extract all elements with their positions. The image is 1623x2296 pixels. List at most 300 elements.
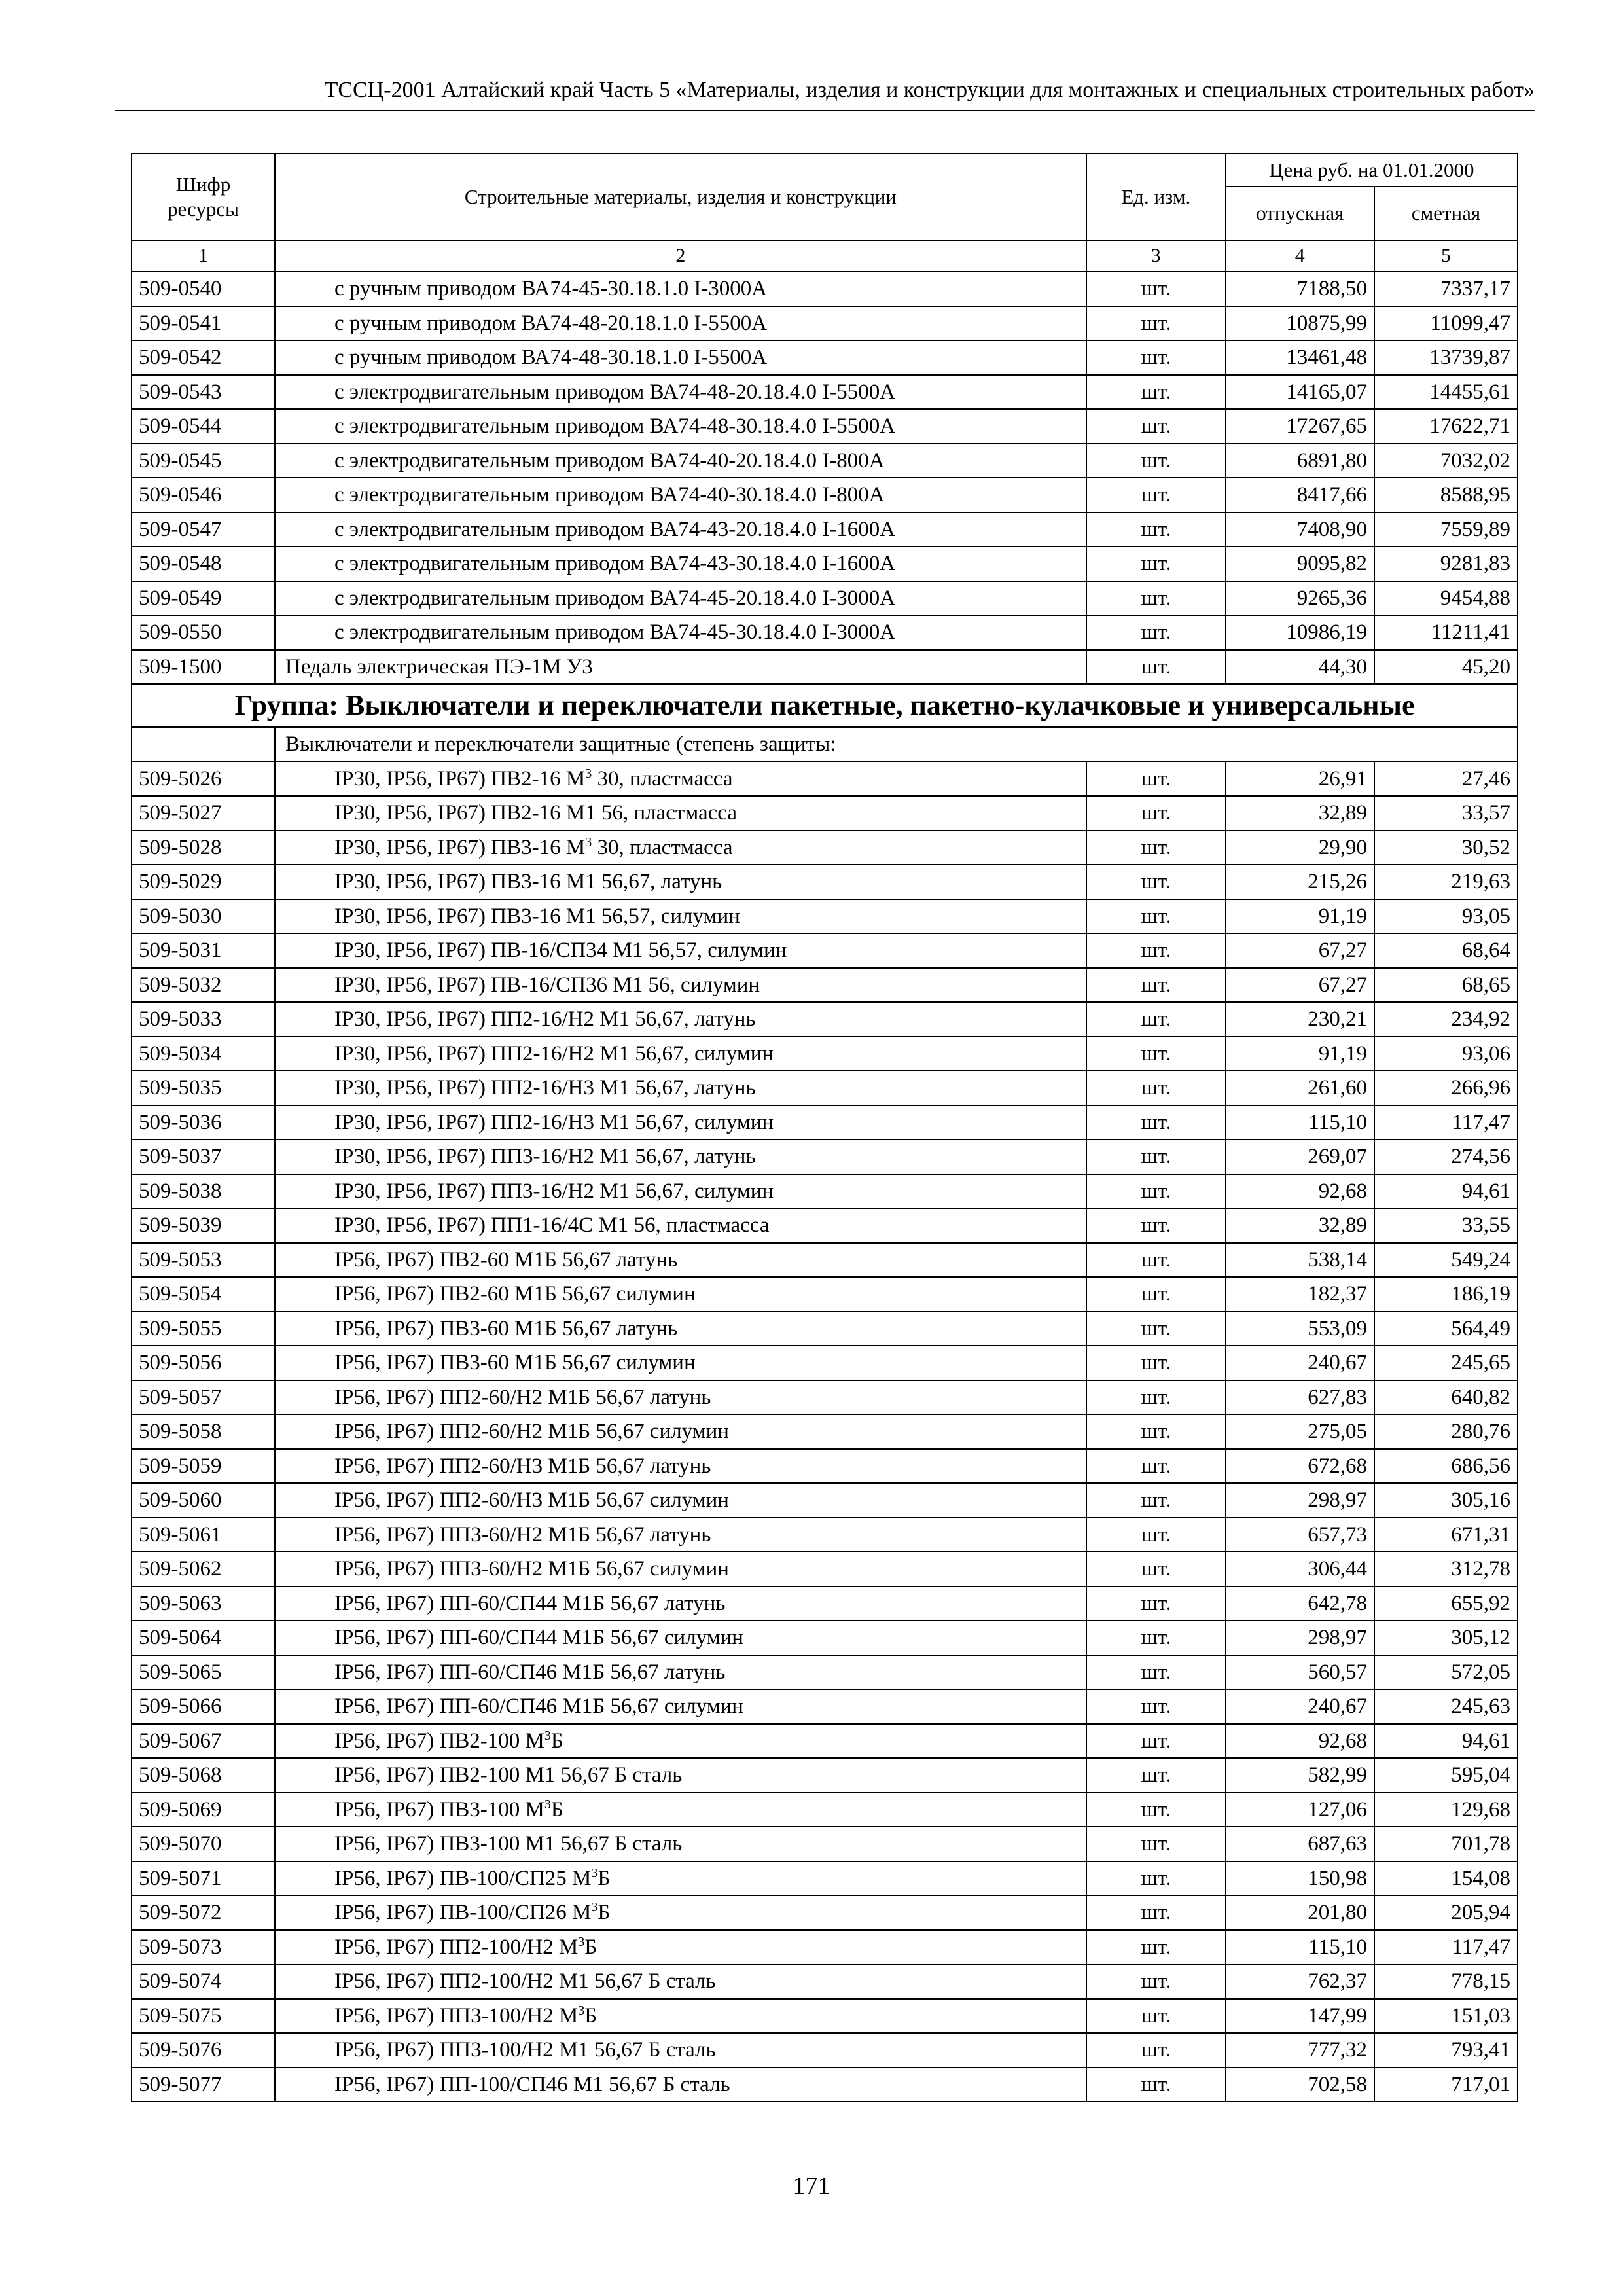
material-name <box>275 865 1086 899</box>
header-estimate-price: сметная <box>1374 187 1518 240</box>
table-row <box>132 1758 1518 1793</box>
estimate-price: 7032,02 <box>1374 444 1518 478</box>
table-row <box>132 1243 1518 1278</box>
resource-code: 509-5071 <box>132 1861 275 1896</box>
material-name <box>275 1518 1086 1552</box>
material-name-text: IP30, IP56, IP67) ПВ2-16 М1 56, пластмасса <box>334 801 737 825</box>
estimate-price: 27,46 <box>1374 762 1518 797</box>
estimate-price: 68,64 <box>1374 933 1518 968</box>
table-row <box>132 1380 1518 1415</box>
release-price: 26,91 <box>1226 762 1374 797</box>
column-number: 3 <box>1086 240 1226 272</box>
resource-code: 509-1500 <box>132 650 275 685</box>
unit: шт. <box>1086 1552 1226 1587</box>
superscript: 3 <box>544 1728 551 1743</box>
unit: шт. <box>1086 2068 1226 2102</box>
material-name <box>275 409 1086 444</box>
estimate-price: 717,01 <box>1374 2068 1518 2102</box>
resource-code: 509-5067 <box>132 1724 275 1759</box>
table-row <box>132 1346 1518 1380</box>
unit: шт. <box>1086 1105 1226 1140</box>
material-name-text: с ручным приводом ВА74-48-20.18.1.0 I-5500А <box>334 311 768 335</box>
unit: шт. <box>1086 1930 1226 1965</box>
release-price: 298,97 <box>1226 1621 1374 1655</box>
material-name-text: IP56, IP67) ПП2-100/Н2 М <box>334 1935 579 1959</box>
unit: шт. <box>1086 1724 1226 1759</box>
material-name <box>275 1964 1086 1999</box>
table-row <box>132 1277 1518 1312</box>
material-name <box>275 762 1086 797</box>
estimate-price: 595,04 <box>1374 1758 1518 1793</box>
unit: шт. <box>1086 1587 1226 1621</box>
resource-code: 509-0547 <box>132 512 275 547</box>
material-name <box>275 796 1086 831</box>
estimate-price: 94,61 <box>1374 1724 1518 1759</box>
material-name <box>275 1414 1086 1449</box>
subgroup-row <box>132 727 1518 762</box>
resource-code: 509-5055 <box>132 1312 275 1346</box>
material-name-text: с электродвигательным приводом ВА74-45-30.18.4.0 I-3000А <box>334 620 896 645</box>
unit: шт. <box>1086 1414 1226 1449</box>
table-row <box>132 1105 1518 1140</box>
resource-code: 509-5030 <box>132 899 275 934</box>
table-row <box>132 2033 1518 2068</box>
table-row <box>132 933 1518 968</box>
resource-code: 509-5068 <box>132 1758 275 1793</box>
material-name-text: IP56, IP67) ПВ3-100 М <box>334 1797 544 1821</box>
resource-code: 509-0548 <box>132 547 275 581</box>
table-row <box>132 1552 1518 1587</box>
material-name <box>275 1105 1086 1140</box>
estimate-price: 17622,71 <box>1374 409 1518 444</box>
material-name <box>275 512 1086 547</box>
material-name-tail: Б <box>584 1935 597 1959</box>
unit: шт. <box>1086 1380 1226 1415</box>
estimate-price: 154,08 <box>1374 1861 1518 1896</box>
header-unit: Ед. изм. <box>1086 154 1226 240</box>
material-name-text: с электродвигательным приводом ВА74-40-20.18.4.0 I-800А <box>334 448 885 473</box>
estimate-price: 245,65 <box>1374 1346 1518 1380</box>
unit: шт. <box>1086 512 1226 547</box>
unit: шт. <box>1086 1346 1226 1380</box>
resource-code: 509-5037 <box>132 1139 275 1174</box>
material-name <box>275 272 1086 306</box>
release-price: 67,27 <box>1226 968 1374 1003</box>
estimate-price: 305,12 <box>1374 1621 1518 1655</box>
material-name-tail: 30, пластмасса <box>592 835 733 859</box>
resource-code: 509-5065 <box>132 1655 275 1690</box>
release-price: 150,98 <box>1226 1861 1374 1896</box>
material-name-text: IP56, IP67) ПП-60/СП46 М1Б 56,67 латунь <box>334 1660 726 1684</box>
table-row <box>132 340 1518 375</box>
material-name-text: IP56, IP67) ПВ2-60 М1Б 56,67 латунь <box>334 1247 678 1272</box>
estimate-price: 219,63 <box>1374 865 1518 899</box>
estimate-price: 245,63 <box>1374 1689 1518 1724</box>
estimate-price: 94,61 <box>1374 1174 1518 1209</box>
material-name-text: с электродвигательным приводом ВА74-48-30.18.4.0 I-5500А <box>334 414 896 439</box>
column-number: 5 <box>1374 240 1518 272</box>
resource-code: 509-5036 <box>132 1105 275 1140</box>
unit: шт. <box>1086 1689 1226 1724</box>
unit: шт. <box>1086 1208 1226 1243</box>
material-name-text: IP30, IP56, IP67) ПП3-16/Н2 М1 56,67, латунь <box>334 1145 756 1169</box>
resource-code: 509-5075 <box>132 1999 275 2034</box>
table-row <box>132 1827 1518 1861</box>
release-price: 6891,80 <box>1226 444 1374 478</box>
material-name-text: IP30, IP56, IP67) ПВ3-16 М1 56,57, силумин <box>334 904 740 928</box>
unit: шт. <box>1086 796 1226 831</box>
resource-code: 509-5059 <box>132 1449 275 1484</box>
release-price: 10875,99 <box>1226 306 1374 341</box>
table-row <box>132 1587 1518 1621</box>
unit: шт. <box>1086 1964 1226 1999</box>
release-price: 306,44 <box>1226 1552 1374 1587</box>
release-price: 657,73 <box>1226 1518 1374 1552</box>
material-name <box>275 1689 1086 1724</box>
material-name-text: IP56, IP67) ПВ2-100 М1 56,67 Б сталь <box>334 1763 683 1787</box>
table-row <box>132 1861 1518 1896</box>
unit: шт. <box>1086 1895 1226 1930</box>
table-row <box>132 1689 1518 1724</box>
table-row <box>132 831 1518 865</box>
material-name <box>275 1380 1086 1415</box>
material-name-text: IP56, IP67) ПП-100/СП46 М1 56,67 Б сталь <box>334 2072 730 2096</box>
material-name <box>275 375 1086 410</box>
material-name-text: IP56, IP67) ПП-60/СП46 М1Б 56,67 силумин <box>334 1695 743 1719</box>
material-name-text: с электродвигательным приводом ВА74-40-30.18.4.0 I-800А <box>334 483 885 507</box>
unit: шт. <box>1086 1243 1226 1278</box>
unit: шт. <box>1086 1793 1226 1827</box>
resource-code: 509-0541 <box>132 306 275 341</box>
estimate-price: 564,49 <box>1374 1312 1518 1346</box>
estimate-price: 45,20 <box>1374 650 1518 685</box>
release-price: 687,63 <box>1226 1827 1374 1861</box>
table-row <box>132 1312 1518 1346</box>
material-name-text: с ручным приводом ВА74-48-30.18.1.0 I-5500А <box>334 346 768 370</box>
unit: шт. <box>1086 1312 1226 1346</box>
material-name <box>275 2068 1086 2102</box>
material-name <box>275 1999 1086 2034</box>
page-number: 171 <box>793 2172 830 2200</box>
superscript: 3 <box>591 1900 598 1915</box>
material-name <box>275 444 1086 478</box>
material-name-text: IP56, IP67) ПП2-60/Н2 М1Б 56,67 латунь <box>334 1385 711 1409</box>
unit: шт. <box>1086 650 1226 685</box>
release-price: 10986,19 <box>1226 615 1374 650</box>
superscript: 3 <box>591 1865 598 1880</box>
resource-code: 509-0540 <box>132 272 275 306</box>
table-row <box>132 968 1518 1003</box>
table-row <box>132 762 1518 797</box>
material-name <box>275 1312 1086 1346</box>
table-row <box>132 1655 1518 1690</box>
estimate-price: 280,76 <box>1374 1414 1518 1449</box>
release-price: 702,58 <box>1226 2068 1374 2102</box>
material-name-text: IP30, IP56, IP67) ПП2-16/Н2 М1 56,67, латунь <box>334 1007 756 1031</box>
unit: шт. <box>1086 831 1226 865</box>
release-price: 115,10 <box>1226 1105 1374 1140</box>
unit: шт. <box>1086 547 1226 581</box>
estimate-price: 9281,83 <box>1374 547 1518 581</box>
estimate-price: 640,82 <box>1374 1380 1518 1415</box>
resource-code: 509-5054 <box>132 1277 275 1312</box>
material-name <box>275 933 1086 968</box>
material-name <box>275 831 1086 865</box>
material-name-text: IP56, IP67) ПП-60/СП44 М1Б 56,67 силумин <box>334 1626 743 1650</box>
group-heading-row <box>132 684 1518 727</box>
material-name-text: IP56, IP67) ПВ3-60 М1Б 56,67 латунь <box>334 1316 678 1340</box>
material-name <box>275 581 1086 616</box>
material-name-text: с электродвигательным приводом ВА74-45-20.18.4.0 I-3000А <box>334 586 896 610</box>
release-price: 240,67 <box>1226 1346 1374 1380</box>
release-price: 7188,50 <box>1226 272 1374 306</box>
unit: шт. <box>1086 1861 1226 1896</box>
material-name-text: IP30, IP56, IP67) ПП1-16/4С М1 56, пластмасса <box>334 1213 770 1238</box>
unit: шт. <box>1086 272 1226 306</box>
material-name <box>275 1483 1086 1518</box>
unit: шт. <box>1086 1483 1226 1518</box>
estimate-price: 33,57 <box>1374 796 1518 831</box>
table-row <box>132 478 1518 512</box>
estimate-price: 234,92 <box>1374 1002 1518 1037</box>
material-name <box>275 1346 1086 1380</box>
estimate-price: 7559,89 <box>1374 512 1518 547</box>
table-row <box>132 1449 1518 1484</box>
header-release-price: отпускная <box>1226 187 1374 240</box>
resource-code: 509-5033 <box>132 1002 275 1037</box>
resource-code: 509-5035 <box>132 1071 275 1105</box>
estimate-price: 117,47 <box>1374 1930 1518 1965</box>
table-row <box>132 1002 1518 1037</box>
unit: шт. <box>1086 1655 1226 1690</box>
material-name <box>275 1895 1086 1930</box>
resource-code: 509-5061 <box>132 1518 275 1552</box>
release-price: 215,26 <box>1226 865 1374 899</box>
resource-code: 509-0544 <box>132 409 275 444</box>
estimate-price: 11211,41 <box>1374 615 1518 650</box>
resource-code: 509-5070 <box>132 1827 275 1861</box>
estimate-price: 205,94 <box>1374 1895 1518 1930</box>
material-name <box>275 1793 1086 1827</box>
resource-code: 509-5031 <box>132 933 275 968</box>
table-row <box>132 899 1518 934</box>
resource-code: 509-0542 <box>132 340 275 375</box>
release-price: 8417,66 <box>1226 478 1374 512</box>
estimate-price: 671,31 <box>1374 1518 1518 1552</box>
unit: шт. <box>1086 375 1226 410</box>
material-name-tail: 30, пластмасса <box>592 766 733 791</box>
table-body-breakers <box>132 272 1518 650</box>
material-name <box>275 1758 1086 1793</box>
unit: шт. <box>1086 1071 1226 1105</box>
estimate-price: 778,15 <box>1374 1964 1518 1999</box>
release-price: 115,10 <box>1226 1930 1374 1965</box>
group-title: Группа: Выключатели и переключатели пакетные, пакетно-кулачковые и универсальные <box>132 684 1518 727</box>
material-name-text: IP56, IP67) ПП3-60/Н2 М1Б 56,67 силумин <box>334 1557 729 1581</box>
material-name-tail: Б <box>550 1797 563 1821</box>
release-price: 17267,65 <box>1226 409 1374 444</box>
unit: шт. <box>1086 1999 1226 2034</box>
estimate-price: 7337,17 <box>1374 272 1518 306</box>
table-row <box>132 1621 1518 1655</box>
release-price: 9095,82 <box>1226 547 1374 581</box>
material-name-text: IP56, IP67) ПП2-60/Н2 М1Б 56,67 силумин <box>334 1420 729 1444</box>
material-name <box>275 968 1086 1003</box>
table-row <box>132 1174 1518 1209</box>
unit: шт. <box>1086 1621 1226 1655</box>
release-price: 182,37 <box>1226 1277 1374 1312</box>
unit: шт. <box>1086 865 1226 899</box>
unit: шт. <box>1086 933 1226 968</box>
release-price: 9265,36 <box>1226 581 1374 616</box>
unit: шт. <box>1086 1449 1226 1484</box>
superscript: 3 <box>578 2003 585 2018</box>
table-row <box>132 512 1518 547</box>
resource-code: 509-5028 <box>132 831 275 865</box>
unit: шт. <box>1086 306 1226 341</box>
table-row <box>132 409 1518 444</box>
release-price: 230,21 <box>1226 1002 1374 1037</box>
unit: шт. <box>1086 581 1226 616</box>
resource-code: 509-5076 <box>132 2033 275 2068</box>
table-row <box>132 581 1518 616</box>
release-price: 560,57 <box>1226 1655 1374 1690</box>
release-price: 261,60 <box>1226 1071 1374 1105</box>
table-row <box>132 1930 1518 1965</box>
material-name <box>275 1655 1086 1690</box>
estimate-price: 129,68 <box>1374 1793 1518 1827</box>
release-price: 32,89 <box>1226 1208 1374 1243</box>
resource-code: 509-5053 <box>132 1243 275 1278</box>
table-row <box>132 650 1518 685</box>
resource-code: 509-5058 <box>132 1414 275 1449</box>
release-price: 553,09 <box>1226 1312 1374 1346</box>
table-row <box>132 865 1518 899</box>
material-name-text: IP30, IP56, IP67) ПП2-16/Н3 М1 56,67, силумин <box>334 1110 774 1134</box>
unit: шт. <box>1086 1827 1226 1861</box>
material-name <box>275 899 1086 934</box>
resource-code: 509-5077 <box>132 2068 275 2102</box>
unit: шт. <box>1086 2033 1226 2068</box>
resource-code: 509-5060 <box>132 1483 275 1518</box>
release-price: 269,07 <box>1226 1139 1374 1174</box>
material-name-text: IP56, IP67) ПП2-100/Н2 М1 56,67 Б сталь <box>334 1969 716 1994</box>
material-name <box>275 1037 1086 1071</box>
resource-code: 509-5066 <box>132 1689 275 1724</box>
resource-code: 509-5032 <box>132 968 275 1003</box>
material-name <box>275 1174 1086 1209</box>
material-name <box>275 615 1086 650</box>
material-name <box>275 2033 1086 2068</box>
material-name <box>275 340 1086 375</box>
material-name-text: IP30, IP56, IP67) ПВ2-16 М <box>334 766 586 791</box>
superscript: 3 <box>585 834 592 850</box>
material-name-text: IP56, IP67) ПВ3-60 М1Б 56,67 силумин <box>334 1351 696 1375</box>
material-name <box>275 1621 1086 1655</box>
release-price: 44,30 <box>1226 650 1374 685</box>
material-name <box>275 1930 1086 1965</box>
material-name-text: IP56, IP67) ПВ-100/СП25 М <box>334 1866 592 1890</box>
estimate-price: 93,05 <box>1374 899 1518 934</box>
material-name-text: IP30, IP56, IP67) ПП2-16/Н3 М1 56,67, латунь <box>334 1076 756 1100</box>
release-price: 275,05 <box>1226 1414 1374 1449</box>
material-name-text: IP30, IP56, IP67) ПВ3-16 М <box>334 835 586 859</box>
release-price: 298,97 <box>1226 1483 1374 1518</box>
material-name-text: с ручным приводом ВА74-45-30.18.1.0 I-3000А <box>334 277 768 301</box>
table-row <box>132 1895 1518 1930</box>
estimate-price: 793,41 <box>1374 2033 1518 2068</box>
estimate-price: 655,92 <box>1374 1587 1518 1621</box>
material-name <box>275 478 1086 512</box>
resource-code: 509-5034 <box>132 1037 275 1071</box>
price-table <box>131 153 1518 2102</box>
header-price: Цена руб. на 01.01.2000 <box>1226 154 1518 187</box>
unit: шт. <box>1086 1277 1226 1312</box>
table-row <box>132 1518 1518 1552</box>
material-name-text: IP56, IP67) ПП3-60/Н2 М1Б 56,67 латунь <box>334 1522 711 1547</box>
empty-cell <box>132 727 275 762</box>
material-name-tail: Б <box>597 1901 611 1925</box>
table-row <box>132 375 1518 410</box>
resource-code: 509-5072 <box>132 1895 275 1930</box>
resource-code: 509-5074 <box>132 1964 275 1999</box>
material-name <box>275 1827 1086 1861</box>
material-name-text: IP30, IP56, IP67) ПП3-16/Н2 М1 56,67, силумин <box>334 1179 774 1203</box>
superscript: 3 <box>585 766 592 781</box>
table-row <box>132 547 1518 581</box>
material-name <box>275 1071 1086 1105</box>
table-row <box>132 1793 1518 1827</box>
resource-code: 509-5056 <box>132 1346 275 1380</box>
material-name <box>275 1552 1086 1587</box>
unit: шт. <box>1086 444 1226 478</box>
column-number-row <box>132 240 1518 272</box>
unit: шт. <box>1086 1518 1226 1552</box>
release-price: 92,68 <box>1226 1174 1374 1209</box>
resource-code: 509-0550 <box>132 615 275 650</box>
unit: шт. <box>1086 762 1226 797</box>
resource-code: 509-0545 <box>132 444 275 478</box>
release-price: 91,19 <box>1226 899 1374 934</box>
resource-code: 509-5062 <box>132 1552 275 1587</box>
resource-code: 509-5038 <box>132 1174 275 1209</box>
resource-code: 509-0549 <box>132 581 275 616</box>
material-name <box>275 1208 1086 1243</box>
estimate-price: 572,05 <box>1374 1655 1518 1690</box>
material-name-tail: Б <box>597 1866 611 1890</box>
estimate-price: 68,65 <box>1374 968 1518 1003</box>
unit: шт. <box>1086 1174 1226 1209</box>
table-row <box>132 306 1518 341</box>
header-code: Шифр ресурсы <box>132 154 275 240</box>
material-name-text: IP56, IP67) ПП2-60/Н3 М1Б 56,67 латунь <box>334 1454 711 1478</box>
material-name: Педаль электрическая ПЭ-1М У3 <box>275 650 1086 685</box>
release-price: 29,90 <box>1226 831 1374 865</box>
estimate-price: 701,78 <box>1374 1827 1518 1861</box>
material-name-text: IP30, IP56, IP67) ПП2-16/Н2 М1 56,67, силумин <box>334 1041 774 1066</box>
unit: шт. <box>1086 899 1226 934</box>
table-row <box>132 1208 1518 1243</box>
estimate-price: 13739,87 <box>1374 340 1518 375</box>
column-number: 4 <box>1226 240 1374 272</box>
material-name <box>275 1243 1086 1278</box>
table-body-pedal <box>132 650 1518 762</box>
estimate-price: 549,24 <box>1374 1243 1518 1278</box>
material-name <box>275 1724 1086 1759</box>
table-row <box>132 1483 1518 1518</box>
material-name-text: IP56, IP67) ПП3-100/Н2 М1 56,67 Б сталь <box>334 2038 716 2062</box>
release-price: 147,99 <box>1226 1999 1374 2034</box>
